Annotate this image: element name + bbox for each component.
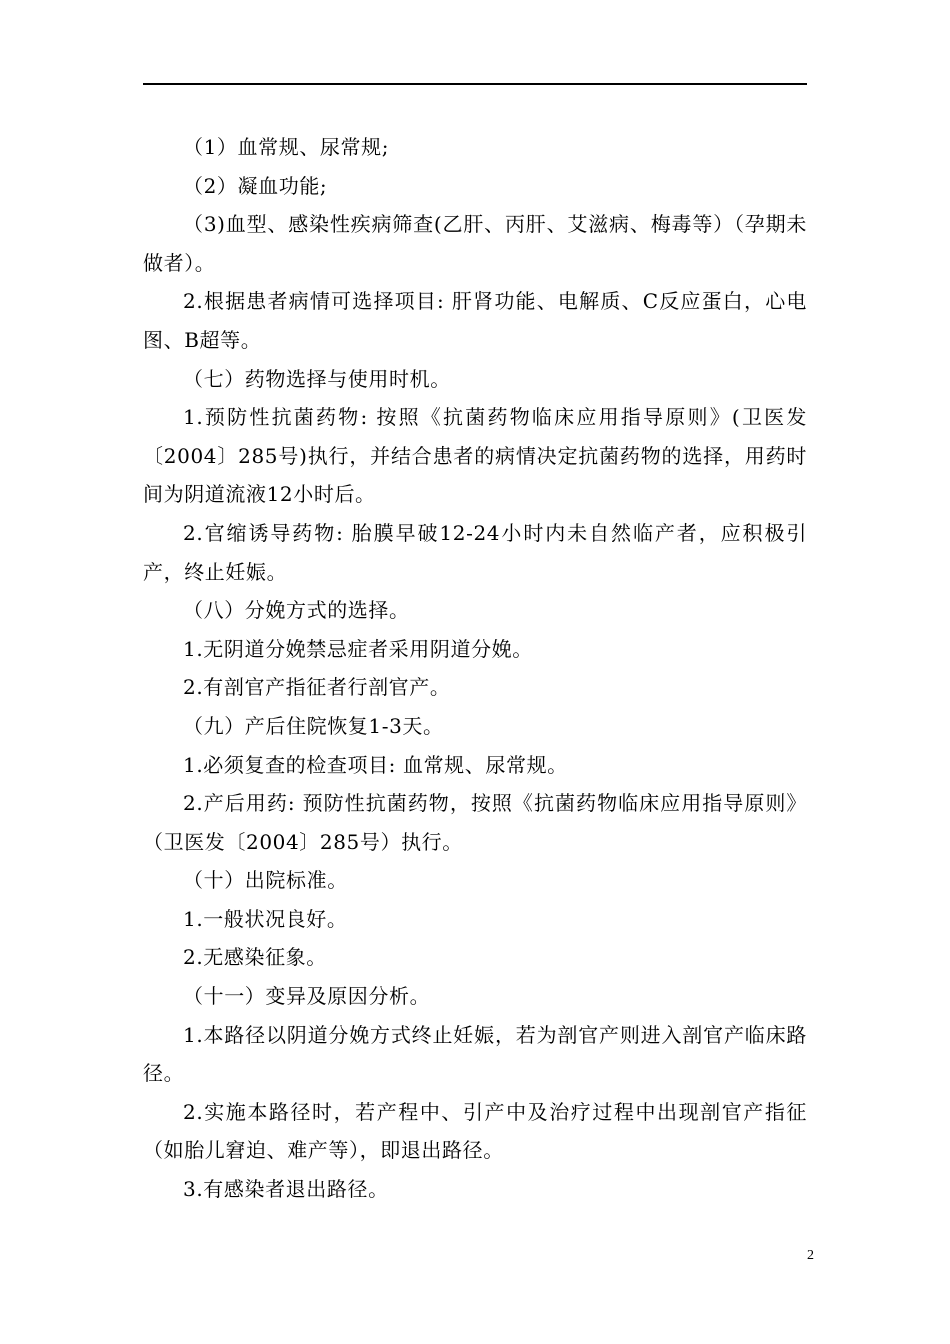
paragraph: 1.必须复查的检查项目: 血常规、尿常规。 — [183, 752, 568, 777]
paragraph: 2.根据患者病情可选择项目: 肝肾功能、电解质、C反应蛋白，心电图、B超等。 — [143, 289, 807, 352]
section-heading: （十）出院标准。 — [183, 868, 348, 893]
document-body — [143, 128, 807, 1209]
section-heading: （十一）变异及原因分析。 — [183, 984, 431, 1009]
page-number: 2 — [807, 1248, 814, 1263]
section-heading: （七）药物选择与使用时机。 — [183, 366, 451, 391]
paragraph: （1）血常规、尿常规; — [183, 135, 390, 159]
header-rule — [143, 83, 807, 85]
paragraph: （2）凝血功能; — [183, 173, 328, 198]
paragraph: 1.无阴道分娩禁忌症者采用阴道分娩。 — [183, 636, 533, 661]
paragraph: 1.一般状况良好。 — [183, 906, 348, 931]
paragraph: 1.本路径以阴道分娩方式终止妊娠，若为剖官产则进入剖官产临床路径。 — [143, 1022, 807, 1086]
section-heading: （八）分娩方式的选择。 — [183, 598, 410, 623]
paragraph: 2.有剖官产指征者行剖官产。 — [183, 675, 451, 700]
paragraph: 2.产后用药: 预防性抗菌药物，按照《抗菌药物临床应用指导原则》（卫医发〔2004〕285号）执行。 — [143, 791, 807, 854]
paragraph: 2.官缩诱导药物: 胎膜早破12-24小时内未自然临产者，应积极引产，终止妊娠。 — [143, 520, 807, 584]
paragraph: （3)血型、感染性疾病筛查(乙肝、丙肝、艾滋病、梅毒等）（孕期未做者）。 — [143, 212, 807, 275]
paragraph: 2.实施本路径时，若产程中、引产中及治疗过程中出现剖官产指征（如胎儿窘迫、难产等），即退出路径。 — [143, 1099, 807, 1163]
paragraph: 1.预防性抗菌药物: 按照《抗菌药物临床应用指导原则》(卫医发〔2004〕285号)执行，并结合患者的病情决定抗菌药物的选择，用药时间为阴道流液12小时后。 — [143, 405, 807, 507]
paragraph: 3.有感染者退出路径。 — [183, 1177, 389, 1202]
section-heading: （九）产后住院恢复1-3天。 — [183, 713, 444, 738]
paragraph: 2.无感染征象。 — [183, 945, 327, 970]
